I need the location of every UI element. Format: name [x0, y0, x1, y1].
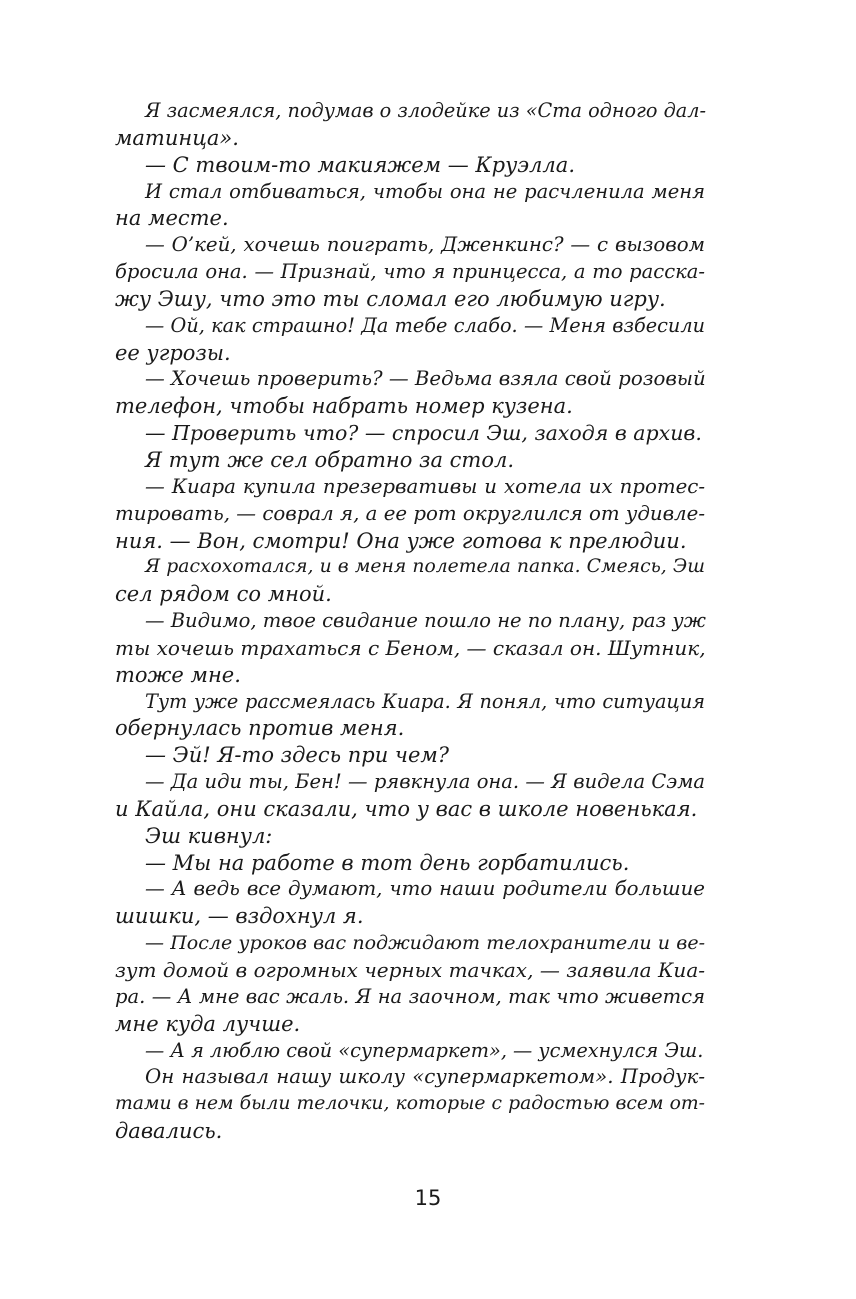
text-line: — Видимо, твое свидание пошло не по плану, раз уж — [145, 609, 706, 633]
text-line: — Проверить что? — спросил Эш, заходя в архив. — [145, 421, 702, 446]
text-line: Я засмеялся, подумав о злодейке из «Ста одного дал- — [145, 99, 707, 122]
text-line: И стал отбиваться, чтобы она не расчленила меня — [145, 179, 705, 203]
text-line: тами в нем были телочки, которые с радостью всем от- — [115, 1093, 705, 1115]
text-line: — С твоим-то макияжем — Круэлла. — [145, 152, 575, 177]
text-line: мне куда лучше. — [115, 1011, 301, 1036]
text-line: — После уроков вас поджидают телохранители и ве- — [145, 932, 705, 955]
text-line: шишки, — вздохнул я. — [115, 904, 364, 929]
text-line: ния. — Вон, смотри! Она уже готова к прелюдии. — [115, 528, 687, 553]
body-text — [115, 98, 707, 1145]
text-line: телефон, чтобы набрать номер кузена. — [115, 394, 573, 419]
text-line: жу Эшу, что это ты сломал его любимую игру. — [115, 286, 666, 311]
text-line: бросила она. — Признай, что я принцесса, а то расска- — [115, 260, 705, 284]
text-line: — Киара купила презервативы и хотела их протес- — [145, 474, 705, 498]
text-line: Я расхохотался, и в меня полетела папка. Смеясь, Эш — [145, 556, 705, 578]
text-line: — Хочешь проверить? — Ведьма взяла свой розовый — [145, 367, 706, 391]
text-line: — Да иди ты, Бен! — рявкнула она. — Я видела Сэма — [145, 770, 705, 794]
text-line: на месте. — [115, 206, 229, 231]
text-line: давались. — [115, 1119, 223, 1144]
text-line: Он называл нашу школу «супермаркетом». Продук- — [145, 1065, 705, 1089]
text-line: — О’кей, хочешь поиграть, Дженкинс? — с вызовом — [145, 233, 705, 257]
text-line: — А я люблю свой «супермаркет», — усмехнулся Эш. — [145, 1038, 704, 1062]
text-line: ты хочешь трахаться с Беном, — сказал он. Шутник, — [115, 635, 706, 660]
text-line: ра. — А мне вас жаль. Я на заочном, так что живется — [115, 984, 705, 1008]
text-line: Тут уже рассмеялась Киара. Я понял, что ситуация — [145, 689, 705, 713]
text-line: сел рядом со мной. — [115, 582, 332, 607]
text-line: — Ой, как страшно! Да тебе слабо. — Меня взбесили — [145, 313, 705, 337]
text-line: тоже мне. — [115, 662, 241, 687]
text-line: — А ведь все думают, что наши родители большие — [145, 877, 705, 901]
text-line: — Эй! Я-то здесь при чем? — [145, 743, 450, 768]
text-line: и Кайла, они сказали, что у вас в школе новенькая. — [115, 796, 698, 821]
text-line: — Мы на работе в тот день горбатились. — [145, 850, 630, 875]
text-line: обернулась против меня. — [115, 716, 405, 741]
text-line: ее угрозы. — [115, 340, 231, 365]
text-line: Я тут же сел обратно за стол. — [145, 447, 515, 472]
text-line: матинца». — [115, 125, 239, 150]
text-line: тировать, — соврал я, а ее рот округлился от удивле- — [115, 501, 705, 525]
text-line: зут домой в огромных черных тачках, — заявила Киа- — [115, 958, 705, 982]
page-number: 15 — [414, 1186, 442, 1210]
text-line: Эш кивнул: — [145, 823, 273, 848]
